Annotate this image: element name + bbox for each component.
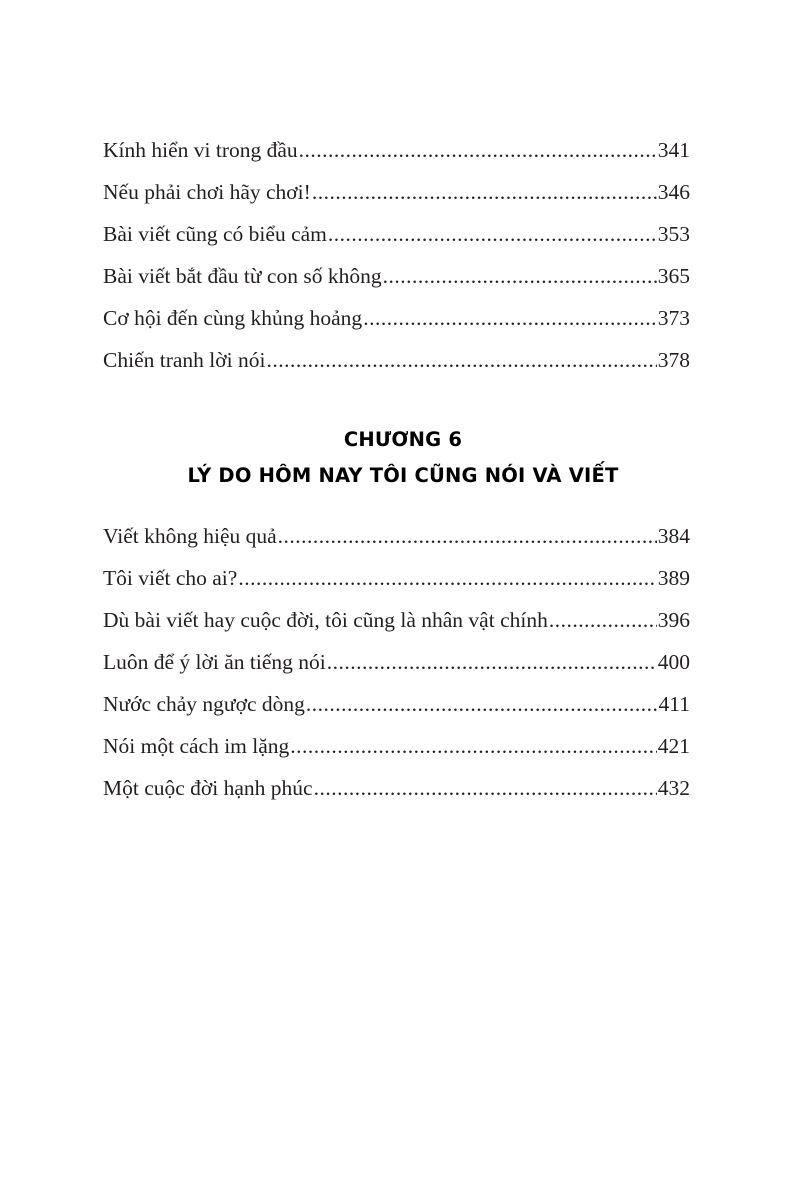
toc-entry-page: 353	[657, 222, 690, 246]
toc-entry-page: 373	[657, 306, 690, 330]
toc-entry[interactable]	[103, 557, 690, 599]
toc-entry[interactable]	[103, 515, 690, 557]
toc-leader-dots	[306, 683, 658, 725]
toc-entry-page: 346	[657, 180, 690, 204]
toc-leader-dots	[266, 339, 656, 381]
toc-entry-title: Nói một cách im lặng	[103, 734, 290, 758]
toc-entry-page: 396	[657, 608, 690, 632]
toc-entry[interactable]	[103, 297, 690, 339]
chapter-number: CHƯƠNG 6	[343, 428, 463, 451]
toc-entry-title: Bài viết bắt đầu từ con số không	[103, 264, 382, 288]
toc-entry-title: Chiến tranh lời nói	[103, 348, 266, 372]
toc-entry[interactable]	[103, 767, 690, 809]
toc-entry-page: 378	[657, 348, 690, 372]
toc-leader-dots	[549, 599, 657, 641]
toc-entry[interactable]	[103, 129, 690, 171]
toc-entry-title: Nếu phải chơi hãy chơi!	[103, 180, 311, 204]
toc-leader-dots	[314, 767, 657, 809]
toc-entry-page: 411	[658, 692, 690, 716]
toc-entry-page: 389	[657, 566, 690, 590]
toc-entry-page: 421	[657, 734, 690, 758]
toc-list-previous-chapter	[103, 129, 690, 381]
toc-entry[interactable]	[103, 641, 690, 683]
toc-leader-dots	[328, 213, 657, 255]
toc-entry-title: Cơ hội đến cùng khủng hoảng	[103, 306, 363, 330]
toc-leader-dots	[278, 515, 657, 557]
toc-entry[interactable]	[103, 683, 690, 725]
toc-entry-title: Kính hiển vi trong đầu	[103, 138, 298, 162]
toc-entry-title: Viết không hiệu quả	[103, 524, 277, 548]
toc-list-chapter-6	[103, 515, 690, 809]
toc-entry[interactable]	[103, 339, 690, 381]
toc-leader-dots	[363, 297, 657, 339]
toc-leader-dots	[290, 725, 656, 767]
toc-leader-dots	[383, 255, 657, 297]
toc-entry-title: Dù bài viết hay cuộc đời, tôi cũng là nhân vật chính	[103, 608, 548, 632]
toc-leader-dots	[238, 557, 656, 599]
toc-entry-title: Nước chảy ngược dòng	[103, 692, 305, 716]
toc-leader-dots	[299, 129, 657, 171]
toc-entry-page: 341	[657, 138, 690, 162]
toc-entry-page: 384	[657, 524, 690, 548]
toc-entry-page: 365	[657, 264, 690, 288]
toc-entry[interactable]	[103, 213, 690, 255]
toc-entry-page: 432	[657, 776, 690, 800]
toc-entry[interactable]	[103, 599, 690, 641]
toc-entry-page: 400	[657, 650, 690, 674]
toc-entry[interactable]	[103, 725, 690, 767]
toc-entry[interactable]	[103, 171, 690, 213]
chapter-heading	[0, 422, 806, 494]
toc-entry[interactable]	[103, 255, 690, 297]
toc-entry-title: Tôi viết cho ai?	[103, 566, 238, 590]
toc-entry-title: Bài viết cũng có biểu cảm	[103, 222, 327, 246]
toc-entry-title: Một cuộc đời hạnh phúc	[103, 776, 313, 800]
toc-leader-dots	[327, 641, 657, 683]
chapter-title: LÝ DO HÔM NAY TÔI CŨNG NÓI VÀ VIẾT	[187, 464, 619, 487]
toc-leader-dots	[312, 171, 657, 213]
toc-entry-title: Luôn để ý lời ăn tiếng nói	[103, 650, 326, 674]
